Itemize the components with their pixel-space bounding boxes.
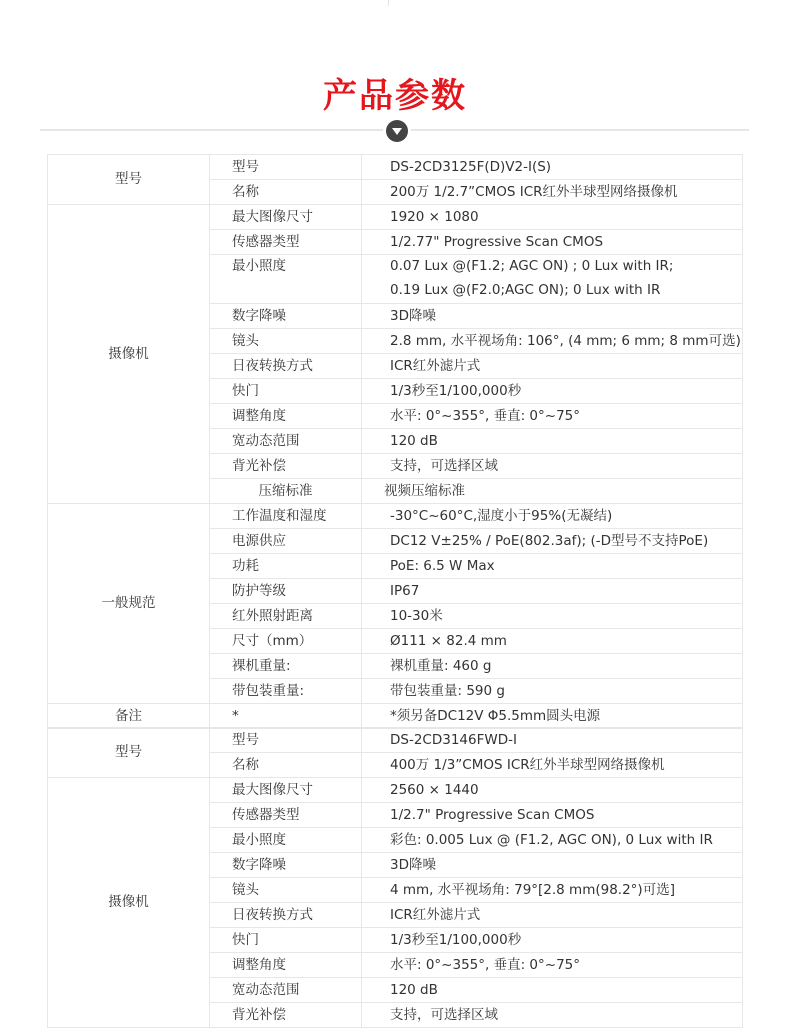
param-name: 背光补偿: [210, 454, 362, 479]
param-value: *须另备DC12V Φ5.5mm圆头电源: [362, 704, 743, 729]
param-name: 名称: [210, 180, 362, 205]
param-value: 3D降噪: [362, 853, 743, 878]
param-name: 最大图像尺寸: [210, 205, 362, 230]
param-value: 1/3秒至1/100,000秒: [362, 928, 743, 953]
category-cell: 一般规范: [48, 504, 210, 704]
spec-table-1: [47, 154, 743, 729]
param-name: 调整角度: [210, 953, 362, 978]
param-name: 带包装重量:: [210, 679, 362, 704]
param-name: 调整角度: [210, 404, 362, 429]
spec-table-2: [47, 727, 743, 1028]
param-name: 功耗: [210, 554, 362, 579]
param-value: ICR红外滤片式: [362, 903, 743, 928]
param-name: 型号: [210, 155, 362, 180]
param-name: 视频压缩标准: [362, 479, 743, 504]
param-name: 日夜转换方式: [210, 354, 362, 379]
param-name: 宽动态范围: [210, 978, 362, 1003]
param-value: 彩色: 0.005 Lux @ (F1.2, AGC ON), 0 Lux with IR: [362, 828, 743, 853]
value-line: 0.19 Lux @(F2.0;AGC ON); 0 Lux with IR: [390, 282, 661, 298]
param-name: 传感器类型: [210, 803, 362, 828]
param-value: 支持，可选择区域: [362, 454, 743, 479]
param-name: 名称: [210, 753, 362, 778]
category-cell: 压缩标准: [210, 479, 362, 504]
param-value: 1920 × 1080: [362, 205, 743, 230]
param-name: 宽动态范围: [210, 429, 362, 454]
param-name: 裸机重量:: [210, 654, 362, 679]
chevron-down-icon: [386, 120, 408, 142]
page-title: 产品参数: [323, 76, 467, 116]
param-value: ICR红外滤片式: [362, 354, 743, 379]
param-name: 工作温度和湿度: [210, 504, 362, 529]
param-value: 120 dB: [362, 978, 743, 1003]
category-cell: 摄像机: [48, 205, 210, 504]
param-name: 镜头: [210, 329, 362, 354]
param-value: 1/2.7" Progressive Scan CMOS: [362, 803, 743, 828]
param-name: 背光补偿: [210, 1003, 362, 1028]
param-name: 镜头: [210, 878, 362, 903]
param-name: 最小照度: [210, 828, 362, 853]
param-value: 1/2.77" Progressive Scan CMOS: [362, 230, 743, 255]
param-value: 400万 1/3”CMOS ICR红外半球型网络摄像机: [362, 753, 743, 778]
table-row: [48, 778, 743, 803]
param-name: 电源供应: [210, 529, 362, 554]
param-value: 支持，可选择区域: [362, 1003, 743, 1028]
top-divider-tick: [388, 0, 389, 6]
param-value: 水平: 0°~355°, 垂直: 0°~75°: [362, 404, 743, 429]
param-value: Ø111 × 82.4 mm: [362, 629, 743, 654]
param-value: [362, 255, 743, 304]
param-name: 最大图像尺寸: [210, 778, 362, 803]
param-value: -30°C~60°C,湿度小于95%(无凝结): [362, 504, 743, 529]
param-name: 防护等级: [210, 579, 362, 604]
param-value: DS-2CD3125F(D)V2-I(S): [362, 155, 743, 180]
param-name: 传感器类型: [210, 230, 362, 255]
param-name: 型号: [210, 728, 362, 753]
value-line: 0.07 Lux @(F1.2; AGC ON) ; 0 Lux with IR;: [390, 258, 674, 274]
param-name: 尺寸（mm）: [210, 629, 362, 654]
param-value: DC12 V±25% / PoE(802.3af); (-D型号不支持PoE): [362, 529, 743, 554]
table-row: [48, 155, 743, 180]
param-value: 2.8 mm, 水平视场角: 106°, (4 mm; 6 mm; 8 mm可选): [362, 329, 743, 354]
category-cell: 型号: [48, 728, 210, 778]
table-row: [48, 704, 743, 729]
param-value: 200万 1/2.7”CMOS ICR红外半球型网络摄像机: [362, 180, 743, 205]
table-row: [48, 504, 743, 529]
param-name: 快门: [210, 928, 362, 953]
param-value: 裸机重量: 460 g: [362, 654, 743, 679]
param-name: 红外照射距离: [210, 604, 362, 629]
param-name: 数字降噪: [210, 304, 362, 329]
category-cell: 摄像机: [48, 778, 210, 1028]
param-value: 4 mm, 水平视场角: 79°[2.8 mm(98.2°)可选]: [362, 878, 743, 903]
param-value: DS-2CD3146FWD-I: [362, 728, 743, 753]
param-value: PoE: 6.5 W Max: [362, 554, 743, 579]
param-name: 快门: [210, 379, 362, 404]
param-name: 数字降噪: [210, 853, 362, 878]
table-row: [48, 728, 743, 753]
category-cell: 型号: [48, 155, 210, 205]
param-name: 日夜转换方式: [210, 903, 362, 928]
param-value: 3D降噪: [362, 304, 743, 329]
param-value: 10-30米: [362, 604, 743, 629]
param-name: 最小照度: [210, 255, 362, 304]
param-name: *: [210, 704, 362, 729]
table-row: [48, 205, 743, 230]
param-value: 带包装重量: 590 g: [362, 679, 743, 704]
param-value: 120 dB: [362, 429, 743, 454]
param-value: 2560 × 1440: [362, 778, 743, 803]
param-value: IP67: [362, 579, 743, 604]
param-value: 1/3秒至1/100,000秒: [362, 379, 743, 404]
param-value: 水平: 0°~355°, 垂直: 0°~75°: [362, 953, 743, 978]
category-cell: 备注: [48, 704, 210, 729]
